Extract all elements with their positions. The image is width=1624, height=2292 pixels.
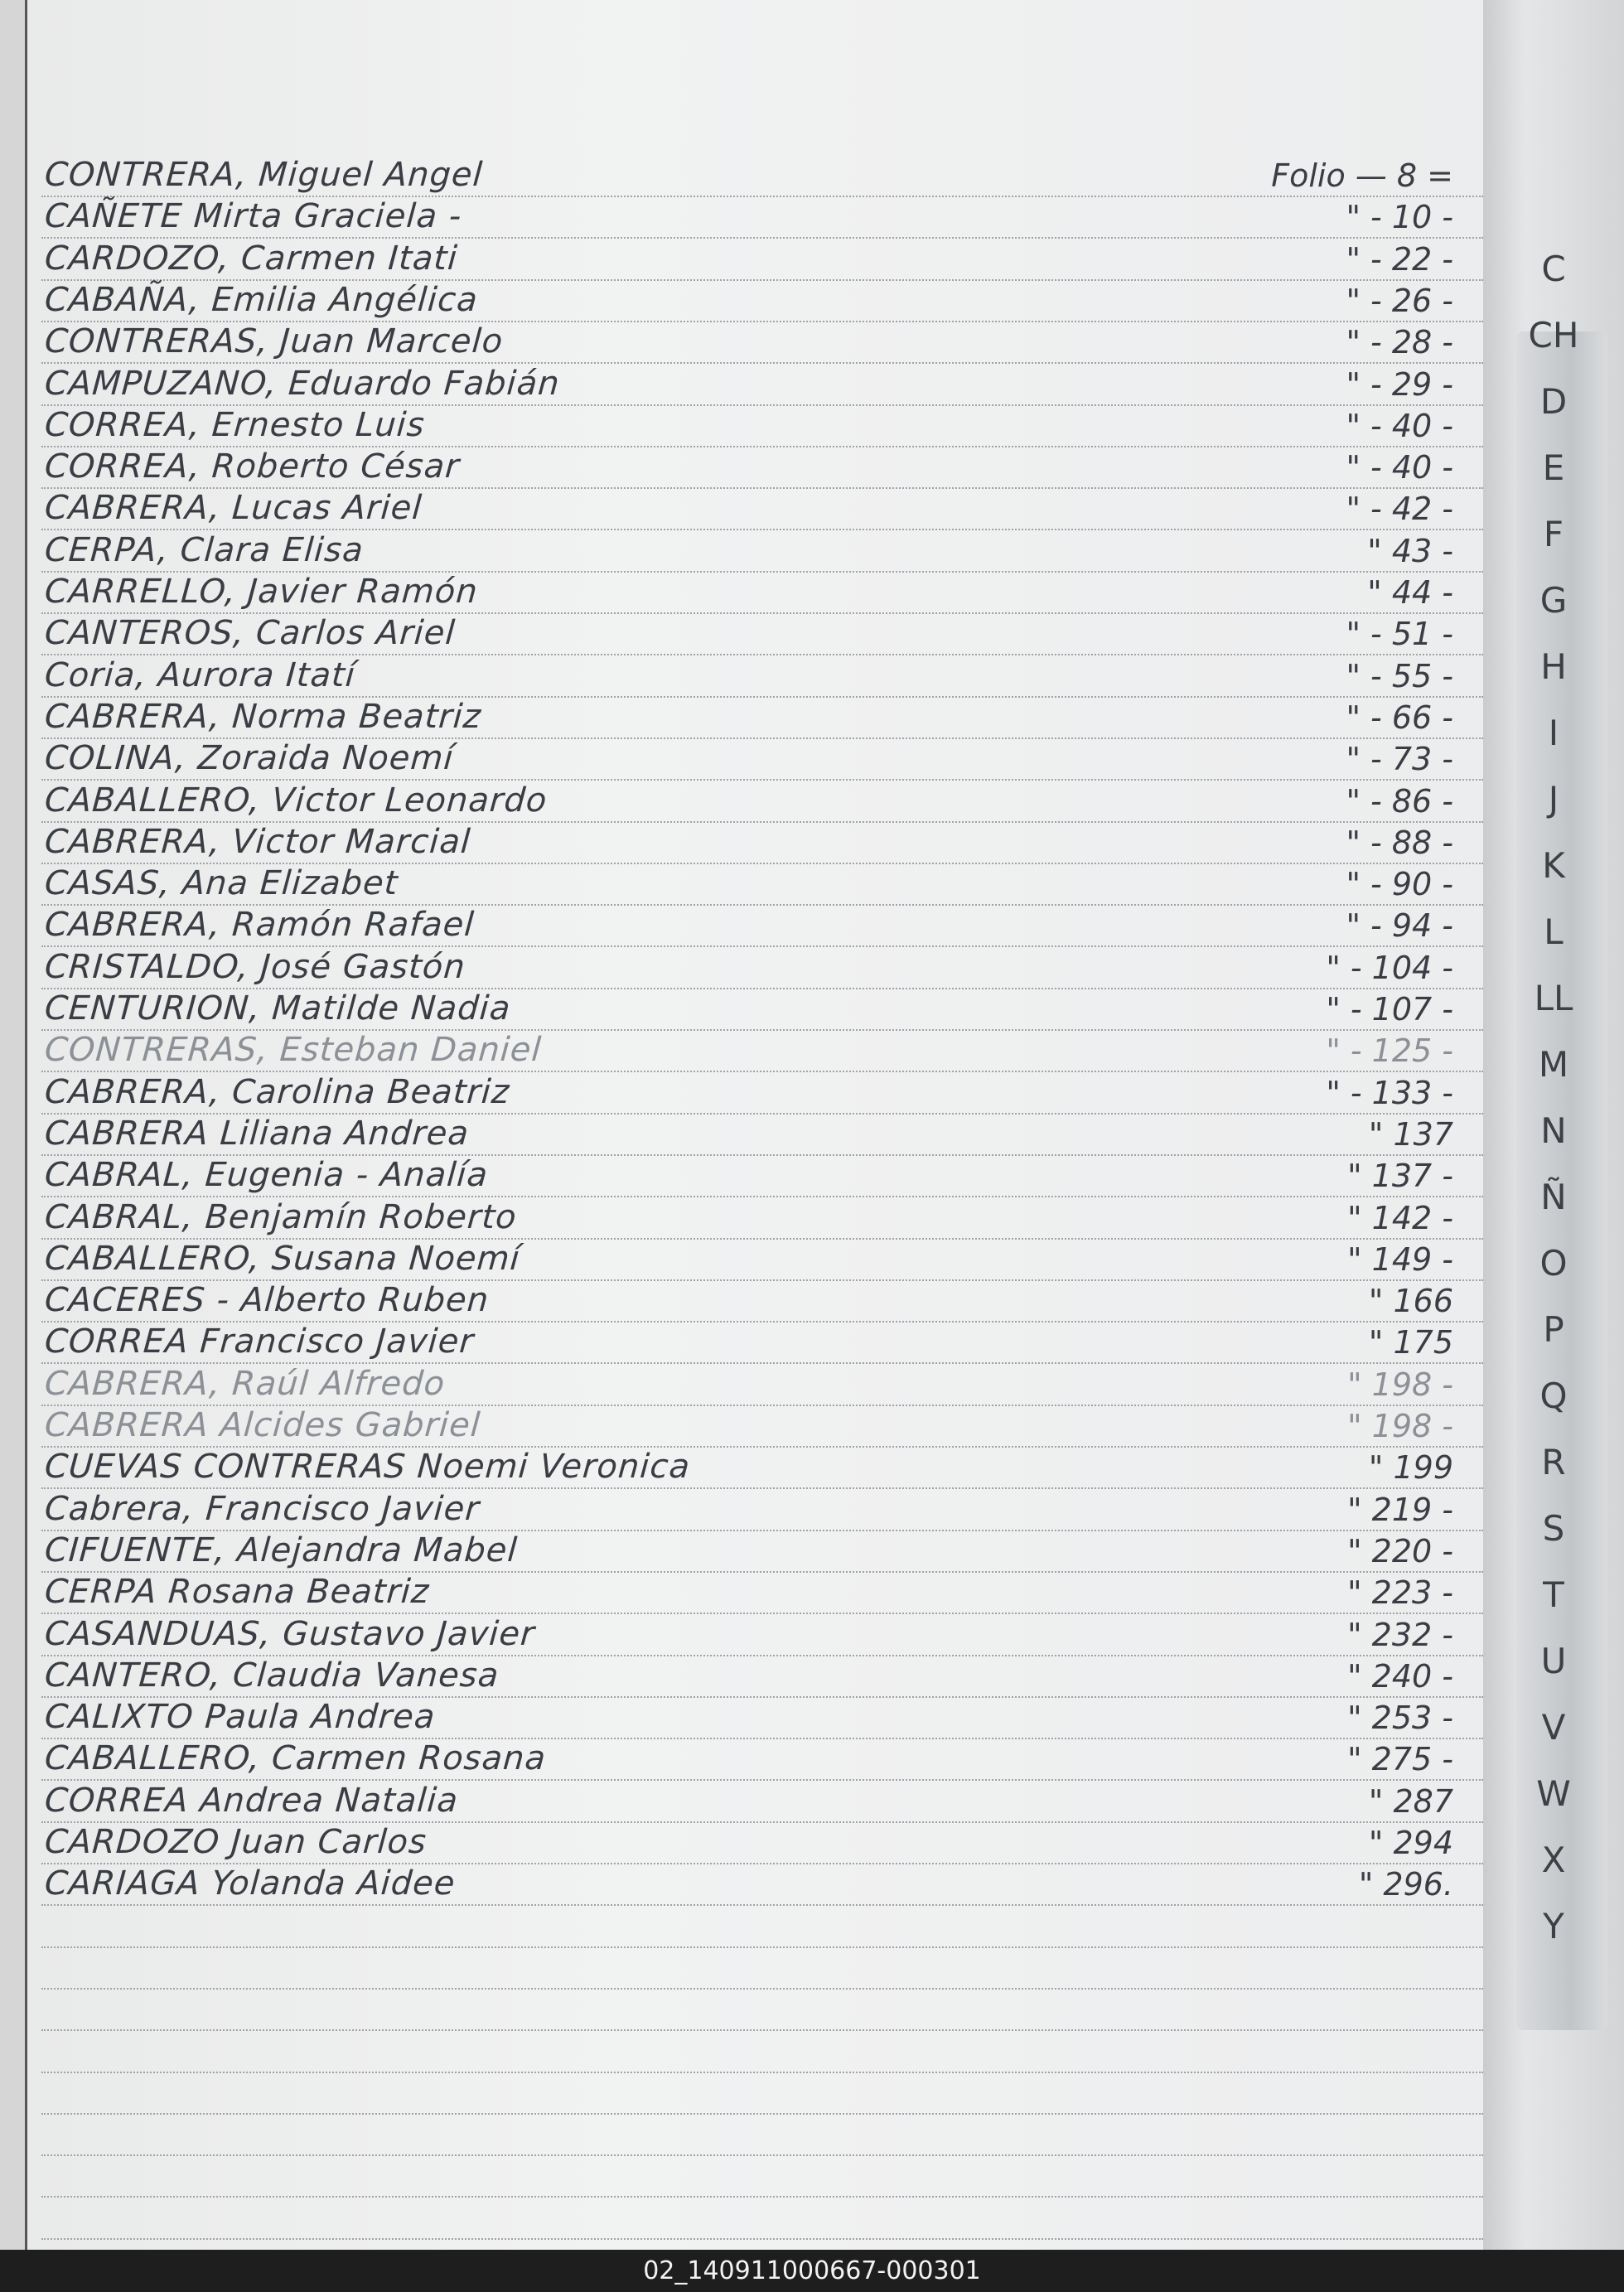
entry-folio: " 296. — [1358, 1866, 1453, 1903]
ledger-entry — [45, 614, 1470, 655]
index-tab: H — [1540, 646, 1567, 687]
alphabet-index-tabs — [1491, 249, 1616, 2072]
index-tab: O — [1539, 1243, 1568, 1284]
index-tab: Q — [1539, 1376, 1568, 1416]
entry-name: CABAÑA, Emilia Angélica — [43, 280, 480, 319]
ledger-entry — [45, 823, 1470, 864]
entry-name: CARRELLO, Javier Ramón — [43, 573, 480, 611]
ledger-entry — [45, 531, 1470, 573]
image-id-label: 02_140911000667-000301 — [0, 2250, 1624, 2292]
entry-name: CONTRERAS, Juan Marcelo — [43, 322, 505, 361]
index-tab: LL — [1534, 978, 1573, 1018]
index-tab: E — [1542, 447, 1565, 488]
ledger-entry — [45, 1490, 1470, 1531]
ledger-entry — [45, 573, 1470, 614]
ledger-entry — [45, 406, 1470, 447]
ledger-entry — [45, 281, 1470, 322]
entry-name: CABRERA Liliana Andrea — [43, 1114, 471, 1153]
index-tab: W — [1536, 1773, 1571, 1814]
entry-name: CALIXTO Paula Andrea — [43, 1698, 437, 1737]
entry-name: CARDOZO Juan Carlos — [43, 1823, 428, 1861]
entry-folio: " 44 - — [1367, 574, 1453, 611]
entry-folio: " 199 — [1368, 1449, 1453, 1487]
entry-folio: " 43 - — [1367, 532, 1453, 569]
ledger-entry — [45, 1615, 1470, 1656]
ruled-line — [41, 2072, 1483, 2073]
ledger-entry — [45, 1448, 1470, 1489]
entry-name: CORREA Andrea Natalia — [43, 1781, 460, 1820]
entry-folio: " 166 — [1368, 1283, 1453, 1320]
entry-name: CAMPUZANO, Eduardo Fabián — [43, 364, 562, 403]
index-tab: Ñ — [1540, 1177, 1567, 1217]
index-tab: N — [1540, 1110, 1567, 1151]
index-tab: K — [1542, 845, 1565, 886]
ruled-line — [41, 1988, 1483, 1990]
entry-folio: " - 22 - — [1346, 240, 1453, 278]
ledger-entry — [45, 864, 1470, 906]
entry-name: CUEVAS CONTRERAS Noemi Veronica — [43, 1448, 692, 1487]
index-tab: U — [1540, 1641, 1567, 1681]
ruled-line — [41, 2113, 1483, 2115]
entry-name: CIFUENTE, Alejandra Mabel — [43, 1530, 520, 1569]
entry-name: CANTERO, Claudia Vanesa — [43, 1656, 500, 1695]
entry-folio: " 149 - — [1347, 1240, 1453, 1278]
ledger-entry — [45, 948, 1470, 989]
entry-name: CABALLERO, Carmen Rosana — [43, 1739, 548, 1778]
index-tab: M — [1538, 1044, 1569, 1085]
index-tab: G — [1539, 580, 1568, 621]
entry-name: CORREA, Roberto César — [43, 447, 462, 486]
index-tab: D — [1539, 381, 1568, 422]
entry-name: CABRAL, Benjamín Roberto — [43, 1197, 519, 1236]
entry-folio: " 137 - — [1347, 1158, 1453, 1195]
entry-name: CASANDUAS, Gustavo Javier — [43, 1614, 537, 1653]
entry-folio: " 220 - — [1347, 1532, 1453, 1569]
entry-folio: " 275 - — [1347, 1741, 1453, 1778]
entry-folio: " 240 - — [1347, 1657, 1453, 1695]
entry-folio: " 253 - — [1347, 1700, 1453, 1737]
ruled-line — [41, 2238, 1483, 2240]
entry-folio: " - 40 - — [1346, 407, 1453, 444]
entry-folio: " - 66 - — [1346, 699, 1453, 736]
ledger-entry — [45, 1281, 1470, 1322]
entry-folio: " 232 - — [1347, 1616, 1453, 1653]
ledger-entry — [45, 906, 1470, 947]
ruled-line — [41, 2154, 1483, 2156]
index-tab: R — [1541, 1442, 1566, 1482]
entry-folio: Folio — 8 = — [1271, 157, 1453, 194]
entry-name: CABRERA Alcides Gabriel — [43, 1406, 482, 1444]
entry-folio: " - 90 - — [1346, 866, 1453, 903]
ledger-entry — [45, 1322, 1470, 1364]
ledger-entry — [45, 989, 1470, 1031]
entry-name: CACERES - Alberto Ruben — [43, 1281, 491, 1320]
entry-folio: " - 86 - — [1346, 782, 1453, 820]
index-tab: V — [1541, 1707, 1566, 1748]
entry-name: Cabrera, Francisco Javier — [43, 1489, 481, 1528]
entry-folio: " - 26 - — [1346, 282, 1453, 319]
entry-name: CABALLERO, Susana Noemí — [43, 1239, 522, 1278]
entry-name: Coria, Aurora Itatí — [43, 655, 357, 694]
entry-folio: " - 88 - — [1346, 824, 1453, 861]
entry-folio: " - 42 - — [1346, 491, 1453, 528]
index-tab: CH — [1528, 315, 1579, 355]
entry-folio: " 294 — [1368, 1825, 1453, 1861]
ledger-entry — [45, 1531, 1470, 1573]
entry-name: CRISTALDO, José Gastón — [43, 947, 467, 986]
entry-name: CASAS, Ana Elizabet — [43, 864, 400, 903]
index-tab: C — [1541, 249, 1566, 289]
index-tab: S — [1542, 1508, 1565, 1549]
entry-name: CONTRERAS, Esteban Daniel — [43, 1031, 544, 1070]
entry-name: CABRERA, Ramón Rafael — [43, 906, 476, 945]
entry-folio: " - 94 - — [1346, 907, 1453, 945]
index-tab: Y — [1543, 1906, 1564, 1946]
entry-name: CABRERA, Carolina Beatriz — [43, 1072, 511, 1111]
ledger-entry — [45, 1406, 1470, 1448]
entry-folio: " 198 - — [1347, 1408, 1453, 1444]
ledger-entry — [45, 1782, 1470, 1823]
entry-name: CARDOZO, Carmen Itati — [43, 239, 459, 278]
ledger-entry — [45, 1656, 1470, 1698]
index-tab: X — [1541, 1840, 1566, 1880]
entry-folio: " 287 — [1368, 1782, 1453, 1820]
ruled-line — [41, 2196, 1483, 2198]
ledger-entry — [45, 1240, 1470, 1281]
entry-name: CENTURION, Matilde Nadia — [43, 989, 512, 1028]
ledger-entry — [45, 1198, 1470, 1240]
entry-folio: " - 40 - — [1346, 449, 1453, 486]
ruled-line — [41, 2029, 1483, 2031]
entry-name: CERPA, Clara Elisa — [43, 530, 365, 569]
ledger-entry — [45, 1115, 1470, 1156]
ledger-entry — [45, 656, 1470, 698]
entry-folio: " - 51 - — [1346, 616, 1453, 653]
entry-name: CABRERA, Raúl Alfredo — [43, 1364, 447, 1403]
index-tab: J — [1548, 779, 1559, 820]
ledger-entry — [45, 739, 1470, 781]
entry-name: CERPA Rosana Beatriz — [43, 1573, 431, 1612]
index-tab: F — [1543, 514, 1564, 554]
entry-folio: " - 28 - — [1346, 324, 1453, 361]
ledger-entry — [45, 698, 1470, 739]
entry-name: CABRERA, Lucas Ariel — [43, 489, 424, 528]
entry-name: CABALLERO, Victor Leonardo — [43, 781, 549, 820]
ledger-entry — [45, 156, 1470, 197]
entry-name: CABRERA, Norma Beatriz — [43, 697, 483, 736]
entry-name: CONTRERA, Miguel Angel — [43, 156, 485, 194]
ledger-entry — [45, 1573, 1470, 1614]
entry-name: CORREA Francisco Javier — [43, 1322, 476, 1361]
entry-folio: " - 29 - — [1346, 365, 1453, 403]
entry-folio: " - 10 - — [1346, 199, 1453, 236]
ledger-entry — [45, 1073, 1470, 1115]
entry-name: CABRERA, Victor Marcial — [43, 822, 472, 861]
entry-name: CAÑETE Mirta Graciela - — [43, 197, 463, 236]
ledger-entry — [45, 489, 1470, 530]
ledger-entry — [45, 1365, 1470, 1406]
entry-folio: " 137 — [1368, 1115, 1453, 1153]
ledger-entry — [45, 239, 1470, 281]
ledger-entry — [45, 447, 1470, 489]
ledger-entry — [45, 1823, 1470, 1864]
entry-folio: " - 107 - — [1326, 991, 1453, 1028]
ledger-entry — [45, 1739, 1470, 1781]
entry-folio: " - 104 - — [1326, 949, 1453, 986]
index-tab: P — [1543, 1309, 1564, 1350]
entry-folio: " 219 - — [1347, 1491, 1453, 1528]
entry-name: CARIAGA Yolanda Aidee — [43, 1864, 457, 1903]
ledger-entry — [45, 781, 1470, 823]
entry-folio: " - 55 - — [1346, 657, 1453, 694]
entry-name: CORREA, Ernesto Luis — [43, 405, 427, 444]
entry-name: COLINA, Zoraida Noemí — [43, 739, 456, 778]
ledger-entry — [45, 197, 1470, 239]
ledger-entry — [45, 1031, 1470, 1072]
index-tab: I — [1548, 713, 1559, 753]
entry-folio: " 142 - — [1347, 1199, 1453, 1236]
ruled-line — [41, 1946, 1483, 1948]
ledger-entry — [45, 322, 1470, 364]
entry-folio: " - 73 - — [1346, 741, 1453, 778]
entry-folio: " - 133 - — [1326, 1074, 1453, 1111]
index-tab: L — [1544, 911, 1564, 952]
ledger-entry — [45, 365, 1470, 406]
entry-folio: " - 125 - — [1326, 1032, 1453, 1070]
index-tab: T — [1543, 1574, 1564, 1615]
entry-folio: " 175 — [1368, 1324, 1453, 1361]
entry-name: CANTEROS, Carlos Ariel — [43, 614, 457, 653]
ledger-entry — [45, 1156, 1470, 1197]
entry-folio: " 223 - — [1347, 1574, 1453, 1612]
ledger-entry — [45, 1698, 1470, 1739]
ledger-entry — [45, 1864, 1470, 1906]
entry-folio: " 198 - — [1347, 1366, 1453, 1403]
entry-name: CABRAL, Eugenia - Analía — [43, 1156, 490, 1195]
